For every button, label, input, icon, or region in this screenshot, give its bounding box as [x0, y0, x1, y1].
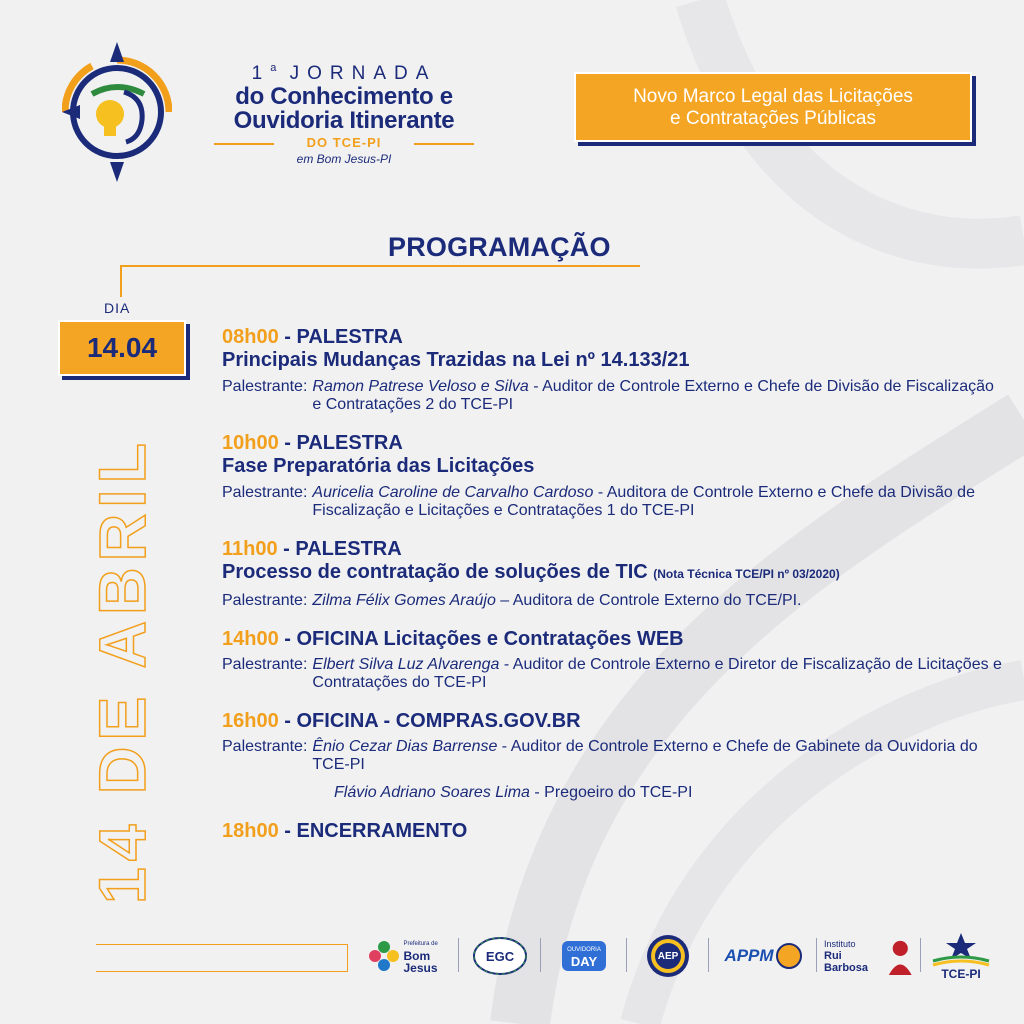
speaker-role: - Pregoeiro do TCE-PI — [529, 784, 693, 801]
event-speaker — [222, 656, 1002, 692]
speaker-name: Auricelia Caroline de Carvalho Cardoso — [312, 484, 594, 501]
event-1400 — [222, 628, 1002, 692]
separator — [816, 938, 817, 972]
speaker-name: Zilma Félix Gomes Araújo — [312, 592, 496, 609]
speaker-label: Palestrante: — [222, 738, 308, 755]
instituto-rui-barbosa-logo: Instituto Rui Barbosa — [824, 926, 912, 986]
speaker-role: - Auditor de Controle Externo e Diretor de Fiscalização de Licitações e Contratações do TCE-PI — [312, 656, 1002, 691]
event-time: 16h00 — [222, 710, 279, 732]
appm-logo: APPM — [718, 926, 808, 986]
event-type: - PALESTRA — [278, 326, 403, 348]
org-label: DO TCE-PI — [214, 135, 474, 150]
event-header — [222, 538, 1002, 560]
bom-jesus-flower-icon — [367, 939, 401, 973]
speaker-label: Palestrante: — [222, 378, 308, 395]
event-time: 08h00 — [222, 326, 279, 348]
title-line-1: do Conhecimento e — [235, 83, 453, 110]
speaker-role: - Auditor de Controle Externo e Chefe de Divisão de Fiscalização e Contratações 2 do TCE-PI — [312, 378, 994, 413]
egc-logo: EGC — [470, 926, 530, 986]
event-speaker-2 — [334, 784, 1002, 802]
event-speaker — [222, 378, 1002, 414]
topic-line-1: Novo Marco Legal das Licitações — [633, 86, 913, 107]
day-label: DIA — [104, 300, 131, 316]
event-time: 11h00 — [222, 538, 278, 560]
speaker-name: Ramon Patrese Veloso e Silva — [312, 378, 529, 395]
event-1800 — [222, 820, 1002, 842]
event-speaker — [222, 592, 1002, 610]
speaker-label: Palestrante: — [222, 484, 308, 501]
separator — [708, 938, 709, 972]
event-title: Principais Mudanças Trazidas na Lei nº 14.133/21 — [222, 349, 690, 371]
separator — [458, 938, 459, 972]
event-type: - PALESTRA — [278, 432, 403, 454]
topic-banner — [574, 72, 972, 142]
title-line-2: Ouvidoria Itinerante — [233, 107, 455, 134]
program-title: PROGRAMAÇÃO — [388, 232, 611, 262]
program-title-underline — [388, 265, 640, 267]
event-title: Processo de contratação de soluções de TIC (Nota Técnica TCE/PI nº 03/2020) — [222, 561, 840, 583]
event-speaker — [222, 484, 1002, 520]
event-title: Fase Preparatória das Licitações — [222, 455, 535, 477]
place-label: em Bom Jesus-PI — [296, 152, 392, 166]
speaker-name: Ênio Cezar Dias Barrense — [312, 738, 498, 755]
event-time: 14h00 — [222, 628, 279, 650]
aep-logo: AEP — [638, 926, 698, 986]
decor-line-horizontal — [120, 265, 390, 267]
star-icon — [931, 931, 991, 967]
topic-line-2: e Contratações Públicas — [670, 108, 876, 129]
event-header — [222, 710, 1002, 732]
event-header — [222, 326, 1002, 348]
speaker-label: Palestrante: — [222, 656, 308, 673]
jornada-title — [214, 62, 474, 166]
event-1000 — [222, 432, 1002, 520]
speaker-role: – Auditora de Controle Externo do TCE/PI. — [495, 592, 802, 609]
bom-jesus-logo: Prefeitura de Bom Jesus — [364, 926, 450, 986]
event-type: - OFICINA - COMPRAS.GOV.BR — [278, 710, 581, 732]
event-time: 10h00 — [222, 432, 279, 454]
speaker-name: Elbert Silva Luz Alvarenga — [312, 656, 500, 673]
vertical-date-text: 14 DE ABRIL — [85, 437, 159, 904]
speaker-role: - Auditor de Controle Externo e Chefe de Gabinete da Ouvidoria do TCE-PI — [312, 738, 978, 773]
event-time: 18h00 — [222, 820, 279, 842]
event-1100 — [222, 538, 1002, 610]
date-badge: 14.04 — [58, 320, 186, 376]
edition-line: 1$^a$ JORNADA — [251, 62, 437, 84]
speaker-label: Palestrante: — [222, 592, 308, 609]
separator — [626, 938, 627, 972]
event-title-note: (Nota Técnica TCE/PI nº 03/2020) — [653, 567, 840, 581]
ouvidoria-day-logo: OUVIDORIA DAY — [552, 926, 616, 986]
tce-pi-logo: TCE-PI — [926, 926, 996, 986]
decor-line-vertical — [120, 265, 122, 297]
event-header — [222, 432, 1002, 454]
speaker-name: Flávio Adriano Soares Lima — [334, 784, 530, 801]
separator — [540, 938, 541, 972]
event-header — [222, 820, 1002, 842]
event-type: - PALESTRA — [277, 538, 402, 560]
event-type: - ENCERRAMENTO — [278, 820, 468, 842]
schedule — [222, 326, 1002, 860]
event-speaker — [222, 738, 1002, 774]
event-1600 — [222, 710, 1002, 802]
event-type: - OFICINA Licitações e Contratações WEB — [278, 628, 684, 650]
event-0800 — [222, 326, 1002, 414]
separator — [920, 938, 921, 972]
sponsor-logos — [364, 926, 1004, 996]
event-header — [222, 628, 1002, 650]
jornada-logo-emblem — [62, 42, 172, 182]
footer-decor-line — [96, 944, 348, 972]
speaker-role: - Auditora de Controle Externo e Chefe da Divisão de Fiscalização e Licitações e Contratações 1 do TCE-PI — [312, 484, 975, 519]
